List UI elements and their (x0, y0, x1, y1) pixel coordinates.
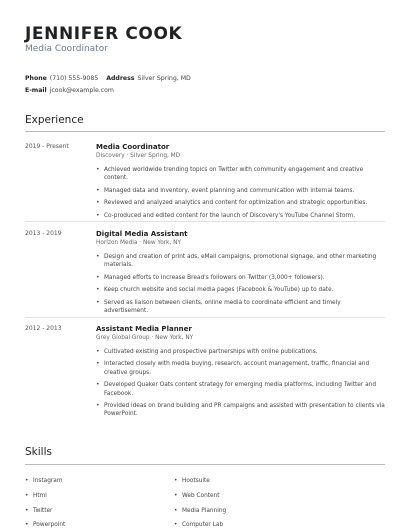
skill-item: • Instagram (25, 478, 63, 484)
entry-divider (25, 317, 385, 318)
entry-divider (25, 221, 385, 222)
bullet-item: • Design and creation of print ads, eMail campaigns, promotional signage, and other marketing materials. (96, 253, 385, 270)
experience-divider (25, 131, 385, 132)
skill-item: • Media Planning (174, 508, 227, 514)
skill-item: • Computer Lab (174, 522, 224, 528)
bullet-item: • Managed data and inventory, event planning and communication with internal teams. (96, 187, 385, 195)
skill-item: • Hootsuite (174, 478, 210, 484)
contact-line-2 (25, 87, 114, 94)
bullet-item: • Interacted closely with media buying, research, account management, traffic, financial and creative groups. (96, 360, 385, 377)
skill-item: • Html (25, 493, 47, 499)
entry-company: Grey Global Group · New York, NY (96, 335, 194, 341)
skill-item: • Powerpoint (25, 522, 66, 528)
entry-dates: 2013 - 2019 (25, 230, 62, 237)
experience-heading: Experience (25, 114, 84, 126)
entry-bullets (96, 253, 385, 320)
phone-label: Phone (25, 75, 47, 82)
entry-role: Digital Media Assistant (96, 230, 188, 238)
bullet-item: • Provided ideas on brand building and PR campaigns and assisted with presentation to clients via PowerPoint. (96, 402, 385, 419)
bullet-item: • Served as liaison between clients, online media to coordinate efficient and timely advertisement. (96, 299, 385, 316)
email-value[interactable]: jcook@example.com (49, 87, 114, 94)
skill-item: • Twitter (25, 508, 53, 514)
bullet-item: • Keep church website and social media pages (Facebook & YouTube) up to date. (96, 286, 385, 294)
entry-company: Horizon Media · New York, NY (96, 240, 182, 246)
entry-role: Media Coordinator (96, 143, 170, 151)
entry-dates: 2019 - Present (25, 143, 69, 150)
skills-heading: Skills (25, 446, 52, 458)
bullet-item: • Co-produced and edited content for the launch of Discovery's YouTube Channel Storm. (96, 212, 385, 220)
skill-item: • Web Content (174, 493, 220, 499)
email-label: E-mail (25, 87, 47, 94)
contact-line-1 (25, 75, 191, 82)
address-value: Silver Spring, MD (137, 75, 191, 82)
entry-company: Discovery · Silver Spring, MD (96, 153, 181, 159)
bullet-item: • Reviewed and analyzed analytics and content for optimization and strategic opportunities. (96, 199, 385, 207)
address-label: Address (106, 75, 135, 82)
candidate-name: JENNIFER COOK (25, 24, 183, 44)
bullet-item: • Cultivated existing and prospective partnerships with online publications. (96, 348, 385, 356)
bullet-item: • Achieved worldwide trending topics on Twitter with community engagement and creative content. (96, 166, 385, 183)
entry-bullets (96, 348, 385, 423)
candidate-title: Media Coordinator (25, 44, 108, 54)
phone-value: (710) 555-9085 (49, 75, 99, 82)
entry-dates: 2012 - 2013 (25, 325, 62, 332)
entry-bullets (96, 166, 385, 224)
bullet-item: • Managed efforts to increase Bread's followers on Twitter (3,000+ followers). (96, 274, 385, 282)
entry-role: Assistant Media Planner (96, 325, 192, 333)
skills-divider (25, 464, 385, 465)
bullet-item: • Developed Quaker Oats content strategy for emerging media platforms, including Twitter and Facebook. (96, 381, 385, 398)
